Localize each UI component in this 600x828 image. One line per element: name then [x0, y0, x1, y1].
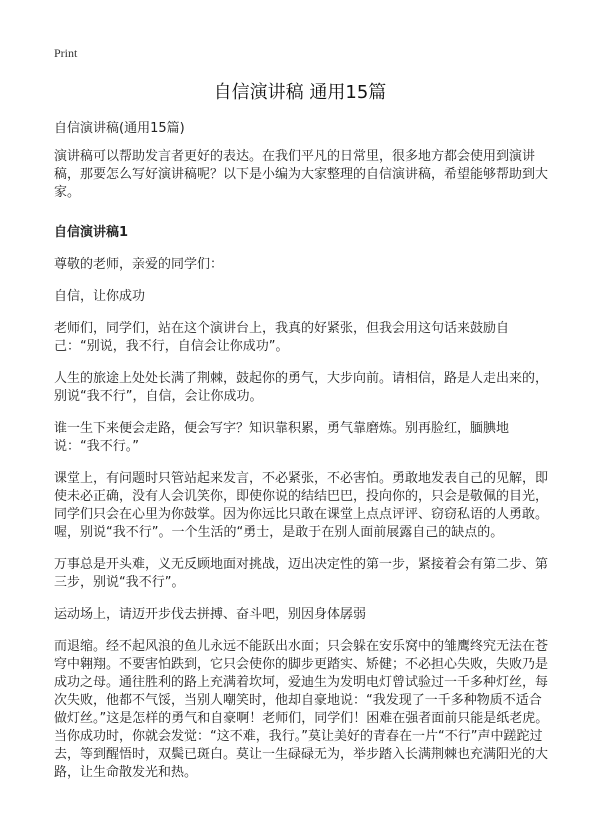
paragraph: 老师们，同学们，站在这个演讲台上，我真的好紧张，但我会用这句话来鼓励自己：“别说，我不行，自信会让你成功”。: [54, 321, 510, 354]
page-title: 自信演讲稿 通用15篇: [213, 82, 387, 103]
paragraph-salutation: 尊敬的老师，亲爱的同学们：: [54, 257, 224, 272]
paragraph: 万事总是开头难，义无反顾地面对挑战，迈出决定性的第一步，紧接着会有第二步、第三步，别说“我不行”。: [54, 557, 549, 590]
paragraph: 课堂上，有问题时只管站起来发言，不必紧张，不必害怕。勇敢地发表自己的见解，即使未必正确，没有人会讥笑你，即使你说的结结巴巴，投向你的，只会是敬佩的目光，同学们只会在心里为你鼓掌。因为你远比只敢在课堂上点点评评、窃窃私语的人勇敢。喔，别说“我不行”。一个生活的“勇士，是敢于在别人面前展露自己的缺点的。: [54, 471, 549, 540]
print-link[interactable]: Print: [54, 46, 78, 60]
paragraph: 谁一生下来便会走路，便会写字？知识靠积累，勇气靠磨炼。别再脸红，腼腆地说：“我不行。”: [54, 421, 510, 454]
paragraph: 人生的旅途上处处长满了荆棘，鼓起你的勇气，大步向前。请相信，路是人走出来的，别说“我不行”，自信，会让你成功。: [54, 371, 549, 404]
paragraph: 运动场上，请迈开步伐去拼搏、奋斗吧，别因身体孱弱: [54, 607, 367, 622]
document-subtitle: 自信演讲稿(通用15篇): [54, 121, 185, 136]
intro-paragraph: 演讲稿可以帮助发言者更好的表达。在我们平凡的日常里，很多地方都会使用到演讲稿，那要怎么写好演讲稿呢？以下是小编为大家整理的自信演讲稿，希望能够帮助到大家。: [54, 149, 549, 200]
paragraph-speech-title: 自信，让你成功: [54, 289, 146, 304]
paragraph: 而退缩。经不起风浪的鱼儿永远不能跃出水面；只会躲在安乐窝中的雏鹰终究无法在苍穹中翱翔。不要害怕跌到，它只会使你的脚步更踏实、矫健；不必担心失败，失败乃是成功之母。通往胜利的路上充满着坎坷，爱迪生为发明电灯曾试验过一千多种灯丝，每次失败，他都不气馁，当别人嘲笑时，他却自豪地说：“我发现了一千多种物质不适合做灯丝。”这是怎样的勇气和自豪啊！老师们，同学们！困难在强者面前只能是纸老虎。当你成功时，你就会发觉：“这不难，我行。”莫让美好的青春在一片“不行”声中蹉跎过去，等到醒悟时，双鬓已斑白。莫让一生碌碌无为，举步踏入长满荆棘也充满阳光的大路，让生命散发光和热。: [54, 639, 549, 780]
document-body: [54, 120, 554, 782]
section-heading: 自信演讲稿1: [54, 225, 129, 240]
